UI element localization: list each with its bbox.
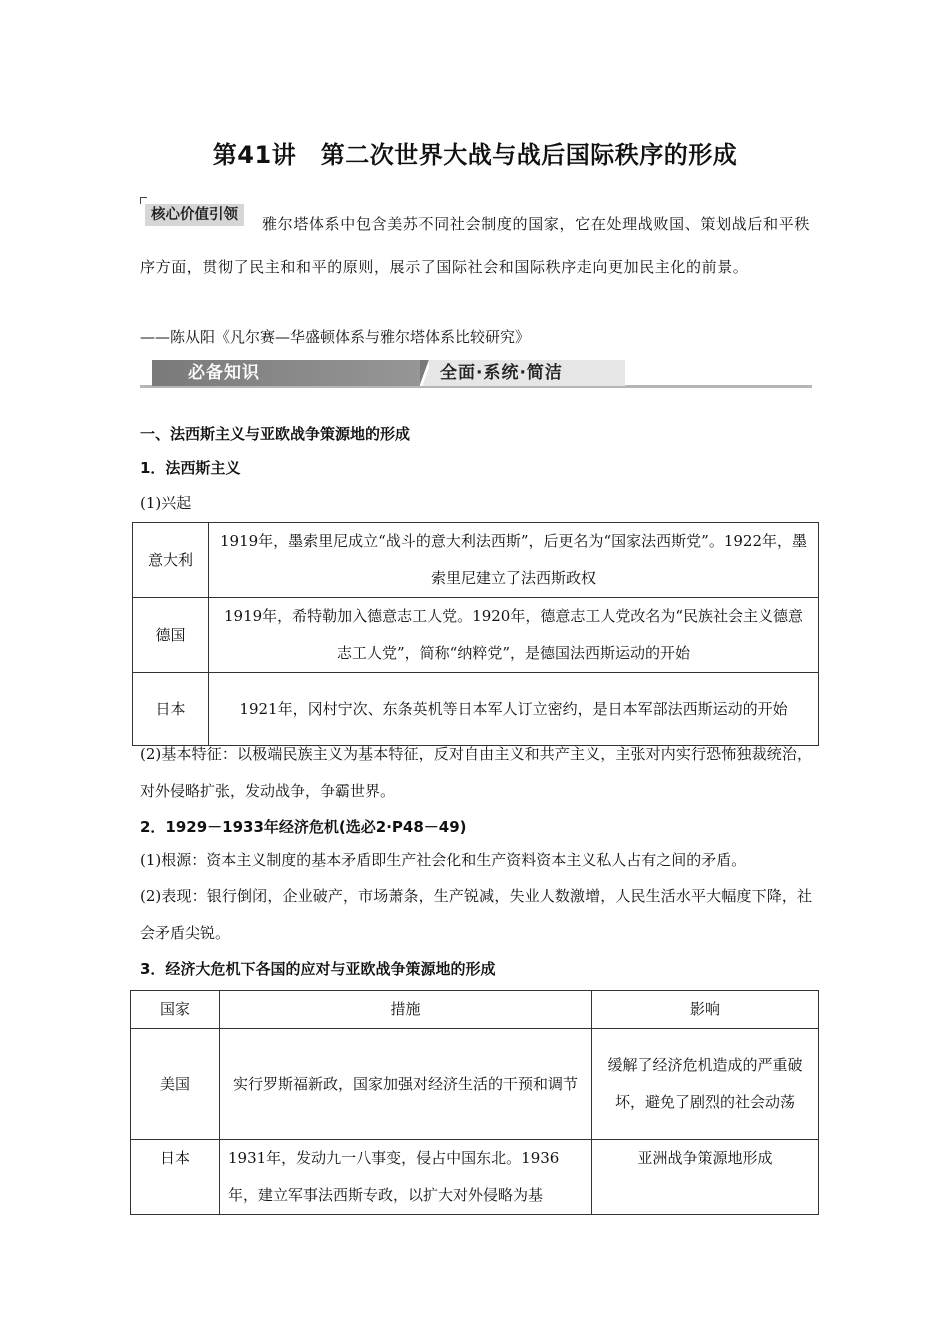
table-cell-country: 意大利 — [133, 523, 209, 598]
intro-paragraph: 雅尔塔体系中包含美苏不同社会制度的国家，它在处理战败国、策划战后和平秩序方面，贯彻了民主和和平的原则，展示了国际社会和国际秩序走向更加民主化的前景。 — [140, 215, 810, 276]
page-title: 第41讲 第二次世界大战与战后国际秩序的形成 — [212, 141, 738, 169]
show-paragraph: (2)表现：银行倒闭，企业破产，市场萧条，生产锐减，失业人数激增，人民生活水平大幅度下降，社会矛盾尖锐。 — [140, 887, 812, 942]
table-cell-text: 1921年，冈村宁次、东条英机等日本军人订立密约，是日本军部法西斯运动的开始 — [209, 673, 819, 746]
intro-source: ——陈从阳《凡尔赛—华盛顿体系与雅尔塔体系比较研究》 — [140, 328, 531, 346]
table-row — [133, 673, 819, 746]
sub-heading-fascism: 1．法西斯主义 — [140, 459, 241, 477]
table-cell-impact: 缓解了经济危机造成的严重破坏，避免了剧烈的社会动荡 — [592, 1029, 819, 1140]
table-cell-text: 1919年，希特勒加入德意志工人党。1920年，德意志工人党改名为“民族社会主义德意志工人党”，简称“纳粹党”，是德国法西斯运动的开始 — [209, 598, 819, 673]
rise-label: (1)兴起 — [140, 494, 192, 512]
table-row — [131, 1029, 819, 1140]
sub-heading-response: 3．经济大危机下各国的应对与亚欧战争策源地的形成 — [140, 960, 496, 978]
table-cell-measure: 实行罗斯福新政，国家加强对经济生活的干预和调节 — [220, 1029, 592, 1140]
table-cell-country: 美国 — [131, 1029, 220, 1140]
section-heading-1: 一、法西斯主义与亚欧战争策源地的形成 — [140, 425, 411, 443]
section-banner — [140, 360, 812, 390]
table-cell-country: 德国 — [133, 598, 209, 673]
table-cell-text: 1919年，墨索里尼成立“战斗的意大利法西斯”，后更名为“国家法西斯党”。1922年，墨索里尼建立了法西斯政权 — [209, 523, 819, 598]
table-header-cell: 措施 — [220, 991, 592, 1029]
table-cell-country: 日本 — [131, 1140, 220, 1215]
table-header-cell: 影响 — [592, 991, 819, 1029]
banner-left-label: 必备知识 — [188, 363, 260, 383]
response-table — [130, 990, 819, 1215]
sub-heading-crisis: 2．1929－1933年经济危机(选必2·P48－49) — [140, 818, 467, 836]
table-row — [133, 598, 819, 673]
table-header-row — [131, 991, 819, 1029]
banner-right-label: 全面·系统·简洁 — [440, 363, 563, 383]
table-header-cell: 国家 — [131, 991, 220, 1029]
root-paragraph: (1)根源：资本主义制度的基本矛盾即生产社会化和生产资料资本主义私人占有之间的矛盾。 — [140, 851, 747, 869]
table-row — [131, 1140, 819, 1215]
core-value-badge: 核心价值引领 — [145, 204, 244, 226]
table-row — [133, 523, 819, 598]
table-cell-country: 日本 — [133, 673, 209, 746]
table-cell-impact: 亚洲战争策源地形成 — [592, 1140, 819, 1215]
features-paragraph: (2)基本特征：以极端民族主义为基本特征，反对自由主义和共产主义，主张对内实行恐怖独裁统治，对外侵略扩张，发动战争，争霸世界。 — [140, 745, 812, 800]
fascism-table — [132, 522, 819, 746]
table-cell-measure: 1931年，发动九一八事变，侵占中国东北。1936年，建立军事法西斯专政，以扩大对外侵略为基 — [220, 1140, 592, 1215]
